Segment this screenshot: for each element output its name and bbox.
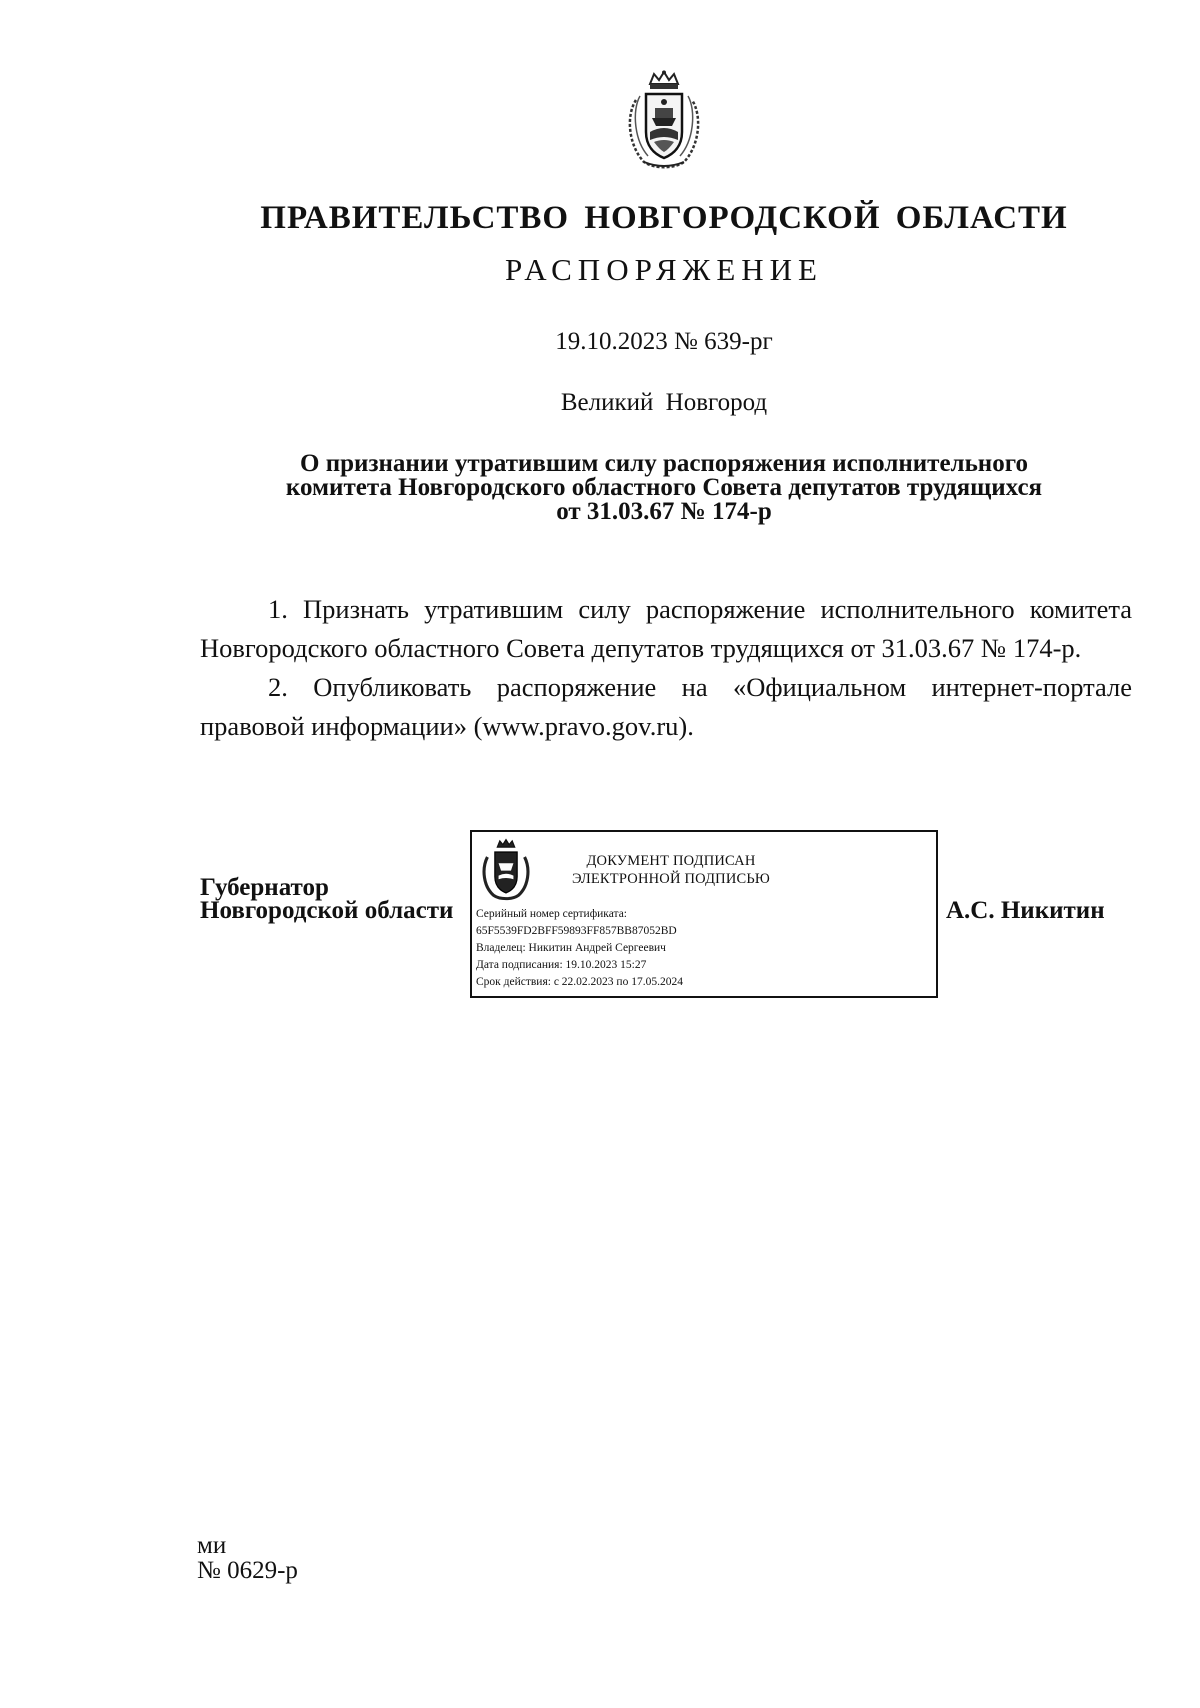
certificate-owner: Владелец: Никитин Андрей Сергеевич xyxy=(476,942,666,954)
document-date-number: 19.10.2023 № 639-рг xyxy=(555,328,773,355)
document-subject xyxy=(180,452,1148,524)
signer-name: А.С. Никитин xyxy=(946,897,1105,924)
footer-reg-number: № 0629-р xyxy=(197,1557,298,1584)
signing-date: Дата подписания: 19.10.2023 15:27 xyxy=(476,959,647,971)
subject-line: комитета Новгородского областного Совета депутатов трудящихся xyxy=(285,474,1043,501)
stamp-heading-line: ДОКУМЕНТ ПОДПИСАН xyxy=(586,853,756,869)
stamp-heading-line: ЭЛЕКТРОННОЙ ПОДПИСЬЮ xyxy=(571,871,771,887)
stamp-heading xyxy=(556,852,786,888)
certificate-validity: Срок действия: с 22.02.2023 по 17.05.2024 xyxy=(476,976,683,988)
stamp-details xyxy=(476,906,683,991)
electronic-signature-stamp xyxy=(470,830,938,998)
coat-of-arms-icon xyxy=(622,70,706,172)
footer-initials: ми xyxy=(197,1532,227,1559)
signatory-position xyxy=(200,876,453,922)
subject-line: О признании утратившим силу распоряжения исполнительного xyxy=(300,450,1028,477)
document-body xyxy=(200,590,1132,746)
certificate-serial-value: 65F5539FD2BFF59893FF857BB87052BD xyxy=(476,925,677,937)
subject-line: от 31.03.67 № 174-р xyxy=(556,498,772,525)
government-title: ПРАВИТЕЛЬСТВО НОВГОРОДСКОЙ ОБЛАСТИ xyxy=(260,200,1068,236)
position-line: Губернатор xyxy=(200,874,329,901)
certificate-serial-label: Серийный номер сертификата: xyxy=(476,908,627,920)
document-type: РАСПОРЯЖЕНИЕ xyxy=(505,252,823,287)
body-paragraph: 2. Опубликовать распоряжение на «Официальном интернет-портале правовой информации» (www.pravo.gov.ru). xyxy=(200,672,1132,741)
stamp-coat-of-arms-icon xyxy=(480,838,532,902)
footer-registration xyxy=(197,1533,298,1583)
body-paragraph: 1. Признать утратившим силу распоряжение исполнительного комитета Новгородского областного Совета депутатов трудящихся от 31.03.67 № 174-р. xyxy=(200,594,1132,663)
position-line: Новгородской области xyxy=(200,897,454,924)
document-city: Великий Новгород xyxy=(560,389,768,416)
